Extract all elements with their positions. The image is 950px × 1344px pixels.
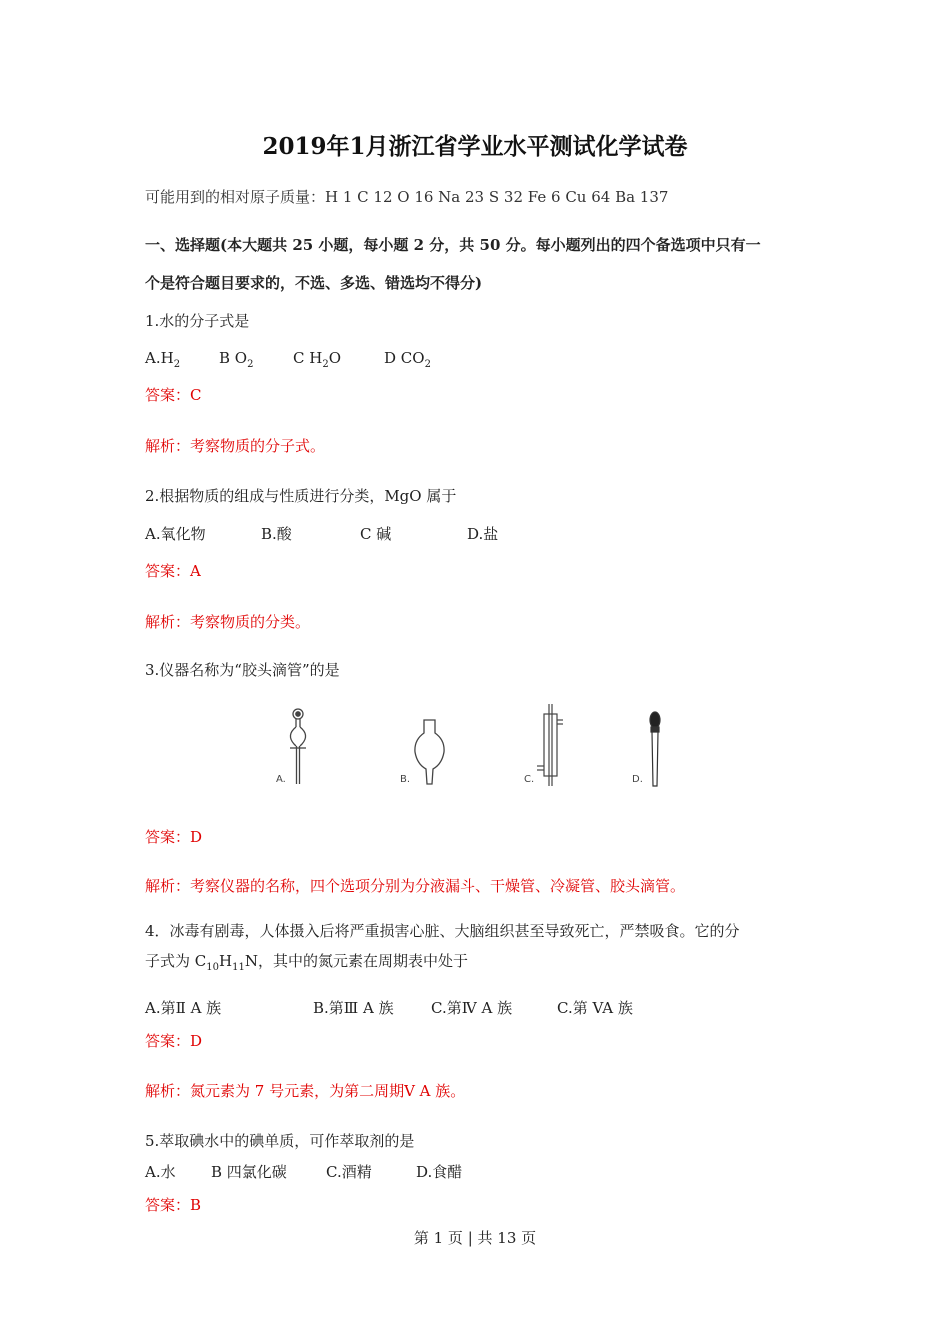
q4-options xyxy=(145,998,665,1018)
q2-answer: 答案：A xyxy=(145,562,201,580)
q4-option-d: C.第 VA 族 xyxy=(557,999,633,1017)
q2-option-b: B.酸 xyxy=(261,525,292,543)
q1-option-c: C $H_2O$ xyxy=(293,349,342,370)
q2-option-c: C 碱 xyxy=(360,525,392,543)
q5-option-d: D.食醋 xyxy=(416,1163,463,1181)
q4-stem-line-1: 4．冰毒有剧毒，人体摄入后将严重损害心脏、大脑组织甚至导致死亡，严禁吸食。它的分 xyxy=(145,922,740,940)
q3-answer: 答案：D xyxy=(145,828,203,846)
q3-stem: 3.仪器名称为“胶头滴管”的是 xyxy=(145,661,340,679)
condenser-icon xyxy=(537,704,563,786)
q1-analysis: 解析：考察物质的分子式。 xyxy=(145,437,326,455)
q4-option-a: A.第Ⅱ A 族 xyxy=(145,999,222,1017)
q1-option-b: B $O_2$ xyxy=(219,349,254,370)
section-heading-line-1: 一、选择题(本大题共 25 小题，每小题 2 分，共 50 分。每小题列出的四个备选项中只有一 xyxy=(145,236,761,254)
q5-answer: 答案：B xyxy=(145,1196,202,1214)
q2-option-a: A.氧化物 xyxy=(145,525,206,543)
drying-tube-icon xyxy=(415,720,444,784)
q2-option-d: D.盐 xyxy=(467,525,499,543)
q2-analysis: 解析：考察物质的分类。 xyxy=(145,613,311,631)
q1-answer: 答案：C xyxy=(145,386,202,404)
page-footer: 第 1 页 | 共 13 页 xyxy=(413,1229,537,1247)
exam-title: 2019年1月浙江省学业水平测试化学试卷 xyxy=(262,133,688,160)
q4-answer: 答案：D xyxy=(145,1032,203,1050)
q5-stem: 5.萃取碘水中的碘单质，可作萃取剂的是 xyxy=(145,1132,415,1150)
q1-stem: 1.水的分子式是 xyxy=(145,312,250,330)
q4-stem-line-2: 子式为 $C_{10}H_{11}N$，其中的氮元素在周期表中处于 xyxy=(145,952,468,973)
lab-apparatus-figure xyxy=(270,700,680,795)
separatory-funnel-icon xyxy=(290,709,306,784)
q5-option-c: C.酒精 xyxy=(326,1163,372,1181)
q5-options xyxy=(145,1162,545,1182)
fig-label-c: C. xyxy=(524,774,535,785)
q3-analysis: 解析：考察仪器的名称，四个选项分别为分液漏斗、干燥管、冷凝管、胶头滴管。 xyxy=(145,877,686,895)
fig-label-b: B. xyxy=(400,774,411,785)
q4-option-b: B.第Ⅲ A 族 xyxy=(313,999,394,1017)
q5-option-a: A.水 xyxy=(145,1163,176,1181)
q5-option-b: B 四氯化碳 xyxy=(211,1163,287,1181)
atomic-mass-line: 可能用到的相对原子质量：H 1 C 12 O 16 Na 23 S 32 Fe 6 Cu 64 Ba 137 xyxy=(145,188,669,206)
q2-stem: 2.根据物质的组成与性质进行分类，MgO 属于 xyxy=(145,487,457,505)
q2-options xyxy=(145,524,545,544)
q1-options xyxy=(145,348,545,368)
q4-option-c: C.第Ⅳ A 族 xyxy=(431,999,513,1017)
fig-label-d: D. xyxy=(632,774,643,785)
dropper-icon xyxy=(650,712,660,786)
section-heading-line-2: 个是符合题目要求的，不选、多选、错选均不得分) xyxy=(145,274,483,292)
q1-option-d: D $CO_2$ xyxy=(384,349,431,370)
fig-label-a: A. xyxy=(276,774,286,785)
q1-option-a: $A.H_2$ xyxy=(145,349,181,370)
q4-analysis: 解析：氮元素为 7 号元素，为第二周期Ⅴ A 族。 xyxy=(145,1082,466,1100)
